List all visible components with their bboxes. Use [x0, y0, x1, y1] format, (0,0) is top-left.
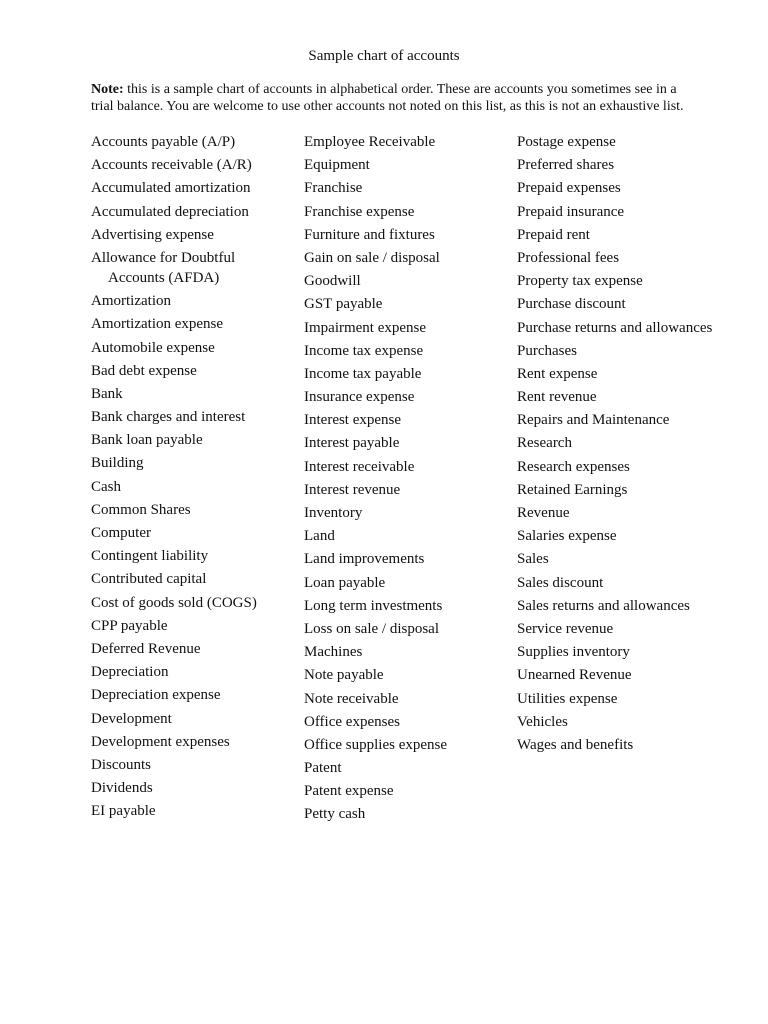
account-name: EI payable: [91, 803, 156, 820]
account-name: Patent: [304, 760, 342, 777]
account-item: [304, 341, 514, 361]
account-item: [91, 546, 301, 566]
account-item: [517, 480, 717, 500]
account-name: Interest expense: [304, 412, 402, 429]
account-name: Accounts payable (A/P): [91, 134, 236, 150]
account-name: Land improvements: [304, 551, 425, 568]
account-name: Bad debt expense: [91, 362, 197, 379]
account-item: [517, 132, 717, 152]
accounts-column-1: [91, 132, 301, 824]
account-item: [517, 410, 717, 430]
account-name: Purchase returns and allowances: [517, 319, 713, 336]
account-name: Accumulated amortization: [91, 180, 251, 197]
account-name: Development: [91, 710, 172, 727]
account-name: Preferred shares: [517, 157, 615, 174]
account-item: [304, 387, 514, 407]
account-name: Computer: [91, 525, 151, 541]
account-item: [91, 500, 301, 520]
account-name: Petty cash: [304, 806, 366, 823]
account-name: Professional fees: [517, 249, 620, 266]
page-title: Sample chart of accounts: [308, 48, 460, 64]
account-item: [517, 457, 717, 477]
account-item: [517, 689, 717, 709]
account-name: Postage expense: [517, 134, 616, 150]
account-name: CPP payable: [91, 617, 168, 634]
account-name: Research: [517, 435, 572, 452]
account-item: [304, 526, 514, 546]
account-name: Loan payable: [304, 574, 386, 591]
account-name: Equipment: [304, 157, 370, 174]
account-name: Property tax expense: [517, 273, 643, 290]
account-name: Sales discount: [517, 574, 604, 591]
account-name: Development expenses: [91, 733, 230, 750]
account-item: [517, 225, 717, 245]
account-name: Impairment expense: [304, 319, 427, 336]
account-name-continuation: Accounts (AFDA): [108, 269, 220, 286]
account-item: [91, 384, 301, 404]
note-paragraph: [91, 81, 691, 115]
account-item: [91, 453, 301, 473]
account-item: [91, 407, 301, 427]
account-item: [517, 596, 717, 616]
account-name: Rent revenue: [517, 389, 597, 406]
account-name: Purchases: [517, 342, 577, 359]
account-name: Bank charges and interest: [91, 409, 246, 426]
account-name: Allowance for Doubtful: [91, 249, 236, 266]
account-item: [91, 523, 301, 543]
account-item: [304, 758, 514, 778]
account-item: [304, 642, 514, 662]
account-item: [304, 712, 514, 732]
account-item: [91, 801, 301, 821]
account-item: [517, 341, 717, 361]
account-item: [91, 755, 301, 775]
account-name: Automobile expense: [91, 339, 215, 356]
account-name: Gain on sale / disposal: [304, 249, 440, 266]
account-name: Contingent liability: [91, 548, 209, 565]
account-item: [91, 361, 301, 381]
account-name: Retained Earnings: [517, 481, 628, 498]
account-item: [304, 318, 514, 338]
account-name: Common Shares: [91, 501, 191, 518]
account-name: Bank: [91, 385, 123, 402]
account-item: [304, 202, 514, 222]
account-name: Utilities expense: [517, 690, 618, 707]
account-name: Bank loan payable: [91, 432, 203, 449]
account-item: [304, 503, 514, 523]
account-item: [91, 732, 301, 752]
account-item: [517, 573, 717, 593]
account-name: Office supplies expense: [304, 736, 448, 753]
account-item: [91, 178, 301, 198]
account-name: Franchise: [304, 180, 363, 197]
account-item: [517, 503, 717, 523]
account-item: [91, 477, 301, 497]
account-item: [517, 433, 717, 453]
account-name: Cost of goods sold (COGS): [91, 594, 257, 611]
account-name: Building: [91, 455, 144, 472]
account-item: [91, 132, 301, 152]
accounts-column-2: [304, 132, 514, 828]
account-name: Interest revenue: [304, 481, 401, 498]
account-name: Accumulated depreciation: [91, 203, 249, 220]
account-item: [517, 248, 717, 268]
account-name: Amortization: [91, 293, 171, 310]
account-item: [517, 735, 717, 755]
account-name: Sales: [517, 551, 549, 568]
account-item: [304, 665, 514, 685]
account-name: Interest receivable: [304, 458, 415, 475]
account-name: Unearned Revenue: [517, 667, 632, 684]
account-item: [304, 689, 514, 709]
account-item: [91, 593, 301, 613]
account-name: Discounts: [91, 756, 151, 773]
account-name: Land: [304, 528, 335, 545]
account-name: Rent expense: [517, 365, 598, 382]
account-name: Repairs and Maintenance: [517, 412, 670, 429]
account-name: Prepaid rent: [517, 226, 590, 243]
account-name: Goodwill: [304, 273, 361, 290]
account-name: Income tax expense: [304, 342, 424, 359]
account-item: [91, 338, 301, 358]
account-name: Prepaid expenses: [517, 180, 621, 197]
account-item: [517, 202, 717, 222]
account-name: Purchase discount: [517, 296, 626, 313]
account-item: [304, 781, 514, 801]
account-name: Furniture and fixtures: [304, 226, 435, 243]
account-item: [304, 573, 514, 593]
account-item: [517, 387, 717, 407]
note-text: this is a sample chart of accounts in alphabetical order. These are accounts you sometimes see in a trial balance. You are welcome to use other accounts not noted on this list, as this is not an exhaustive list.: [91, 82, 684, 114]
account-item: [304, 735, 514, 755]
account-item: [91, 291, 301, 311]
account-item: [91, 225, 301, 245]
account-item: [517, 619, 717, 639]
account-item: [304, 410, 514, 430]
account-name: Supplies inventory: [517, 644, 630, 661]
account-item: [304, 619, 514, 639]
account-item: [91, 248, 301, 288]
account-name: Deferred Revenue: [91, 640, 201, 657]
account-item: [517, 364, 717, 384]
account-name: Vehicles: [517, 713, 568, 730]
account-item: [304, 225, 514, 245]
account-name: Office expenses: [304, 713, 400, 730]
account-name: Income tax payable: [304, 365, 422, 382]
account-item: [304, 480, 514, 500]
account-item: [517, 549, 717, 569]
account-item: [517, 178, 717, 198]
account-item: [304, 433, 514, 453]
account-name: Loss on sale / disposal: [304, 620, 439, 637]
account-item: [304, 132, 514, 152]
account-name: Service revenue: [517, 620, 614, 637]
account-name: Franchise expense: [304, 203, 415, 220]
account-item: [304, 178, 514, 198]
account-item: [304, 804, 514, 824]
account-item: [304, 248, 514, 268]
account-item: [304, 549, 514, 569]
account-name: Advertising expense: [91, 226, 214, 243]
account-item: [91, 709, 301, 729]
account-item: [91, 616, 301, 636]
account-name: Prepaid insurance: [517, 203, 625, 220]
account-item: [517, 642, 717, 662]
account-item: [517, 155, 717, 175]
account-item: [304, 457, 514, 477]
account-name: GST payable: [304, 296, 383, 313]
account-name: Dividends: [91, 780, 153, 797]
account-name: Cash: [91, 478, 121, 495]
account-item: [517, 712, 717, 732]
account-item: [91, 662, 301, 682]
account-name: Insurance expense: [304, 389, 415, 406]
account-name: Wages and benefits: [517, 736, 634, 753]
account-item: [304, 271, 514, 291]
account-name: Depreciation: [91, 664, 169, 681]
account-name: Machines: [304, 644, 363, 661]
note-label: Note:: [91, 82, 124, 97]
account-name: Revenue: [517, 505, 570, 521]
account-item: [91, 569, 301, 589]
account-name: Employee Receivable: [304, 134, 436, 150]
account-item: [91, 314, 301, 334]
account-name: Research expenses: [517, 458, 630, 475]
account-name: Accounts receivable (A/R): [91, 157, 252, 174]
account-name: Long term investments: [304, 597, 443, 614]
account-name: Note receivable: [304, 690, 399, 707]
account-name: Depreciation expense: [91, 687, 221, 704]
account-item: [304, 364, 514, 384]
account-item: [304, 155, 514, 175]
account-item: [304, 294, 514, 314]
account-item: [91, 685, 301, 705]
account-name: Salaries expense: [517, 528, 617, 545]
account-name: Sales returns and allowances: [517, 597, 690, 614]
account-name: Patent expense: [304, 783, 394, 800]
account-item: [91, 202, 301, 222]
account-name: Note payable: [304, 667, 384, 684]
account-item: [517, 526, 717, 546]
account-name: Interest payable: [304, 435, 400, 452]
account-name: Contributed capital: [91, 571, 207, 588]
account-item: [517, 294, 717, 314]
account-item: [517, 271, 717, 291]
account-item: [517, 318, 717, 338]
account-name: Amortization expense: [91, 316, 224, 333]
account-item: [91, 639, 301, 659]
account-item: [91, 155, 301, 175]
account-item: [517, 665, 717, 685]
account-item: [91, 778, 301, 798]
account-name: Inventory: [304, 505, 363, 521]
accounts-column-3: [517, 132, 717, 758]
account-item: [304, 596, 514, 616]
account-item: [91, 430, 301, 450]
